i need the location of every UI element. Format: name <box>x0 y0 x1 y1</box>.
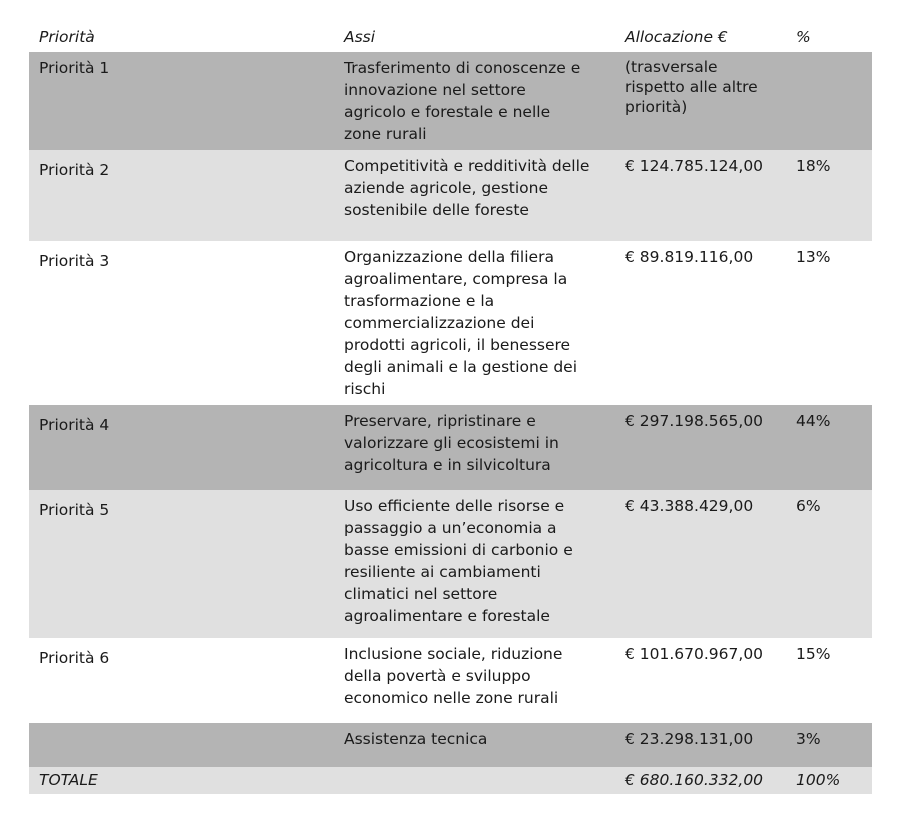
total-allocazione: € 680.160.332,00 <box>625 771 764 789</box>
priorita-cell: Priorità 6 <box>39 649 110 667</box>
percent-cell: 13% <box>796 248 831 266</box>
asse-cell <box>344 495 609 627</box>
allocazione-cell: € 43.388.429,00 <box>625 497 754 515</box>
asse-cell <box>344 155 609 221</box>
allocazione-cell: € 101.670.967,00 <box>625 645 764 663</box>
table-row <box>29 723 872 767</box>
percent-cell: 15% <box>796 645 831 663</box>
asse-line: valorizzare gli ecosistemi in <box>344 434 559 452</box>
total-label: TOTALE <box>39 771 98 789</box>
percent-cell: 6% <box>796 497 821 515</box>
percent-cell: 3% <box>796 730 821 748</box>
asse-line: della povertà e sviluppo <box>344 667 531 685</box>
asse-line: economico nelle zone rurali <box>344 689 559 707</box>
asse-line: Uso efficiente delle risorse e <box>344 497 565 515</box>
asse-cell <box>344 410 609 476</box>
header-percent: % <box>796 28 811 46</box>
asse-line: basse emissioni di carbonio e <box>344 541 573 559</box>
asse-line: prodotti agricoli, il benessere <box>344 336 571 354</box>
allocazione-line: rispetto alle altre <box>625 78 758 96</box>
asse-line: degli animali e la gestione dei <box>344 358 577 376</box>
asse-cell <box>344 57 609 145</box>
asse-cell <box>344 246 609 400</box>
asse-cell <box>344 643 609 709</box>
allocation-table <box>29 24 872 794</box>
asse-line: sostenibile delle foreste <box>344 201 529 219</box>
table-row <box>29 241 872 405</box>
table-row <box>29 638 872 723</box>
allocazione-cell: € 23.298.131,00 <box>625 730 754 748</box>
asse-line: Inclusione sociale, riduzione <box>344 645 563 663</box>
total-percent: 100% <box>796 771 841 789</box>
allocazione-cell: € 124.785.124,00 <box>625 157 764 175</box>
asse-line: Trasferimento di conoscenze e <box>344 59 581 77</box>
asse-line: agricolo e forestale e nelle <box>344 103 551 121</box>
header-priorita: Priorità <box>39 28 95 46</box>
percent-cell: 18% <box>796 157 831 175</box>
percent-cell: 44% <box>796 412 831 430</box>
asse-line: zone rurali <box>344 125 427 143</box>
priorita-cell: Priorità 3 <box>39 252 110 270</box>
asse-line: agricoltura e in silvicoltura <box>344 456 551 474</box>
table-row <box>29 150 872 241</box>
allocazione-line: (trasversale <box>625 58 718 76</box>
table-row <box>29 52 872 150</box>
priorita-cell: Priorità 2 <box>39 161 110 179</box>
asse-cell <box>344 728 609 750</box>
asse-line: aziende agricole, gestione <box>344 179 548 197</box>
allocazione-cell: € 297.198.565,00 <box>625 412 764 430</box>
asse-line: rischi <box>344 380 386 398</box>
priorita-cell: Priorità 5 <box>39 501 110 519</box>
allocazione-cell <box>625 57 785 117</box>
asse-line: innovazione nel settore <box>344 81 526 99</box>
asse-line: Assistenza tecnica <box>344 730 488 748</box>
total-row <box>29 767 872 794</box>
asse-line: passaggio a un’economia a <box>344 519 557 537</box>
asse-line: agroalimentare e forestale <box>344 607 550 625</box>
table-row <box>29 490 872 638</box>
asse-line: commercializzazione dei <box>344 314 535 332</box>
asse-line: agroalimentare, compresa la <box>344 270 568 288</box>
table-header <box>29 24 872 52</box>
table-row <box>29 405 872 490</box>
header-allocazione: Allocazione € <box>625 28 728 46</box>
asse-line: resiliente ai cambiamenti <box>344 563 541 581</box>
asse-line: trasformazione e la <box>344 292 495 310</box>
priorita-cell: Priorità 1 <box>39 59 110 77</box>
asse-line: Competitività e redditività delle <box>344 157 590 175</box>
asse-line: Organizzazione della filiera <box>344 248 554 266</box>
priorita-cell: Priorità 4 <box>39 416 110 434</box>
asse-line: Preservare, ripristinare e <box>344 412 536 430</box>
allocazione-line: priorità) <box>625 98 688 116</box>
allocazione-cell: € 89.819.116,00 <box>625 248 754 266</box>
asse-line: climatici nel settore <box>344 585 498 603</box>
header-assi: Assi <box>344 28 376 46</box>
